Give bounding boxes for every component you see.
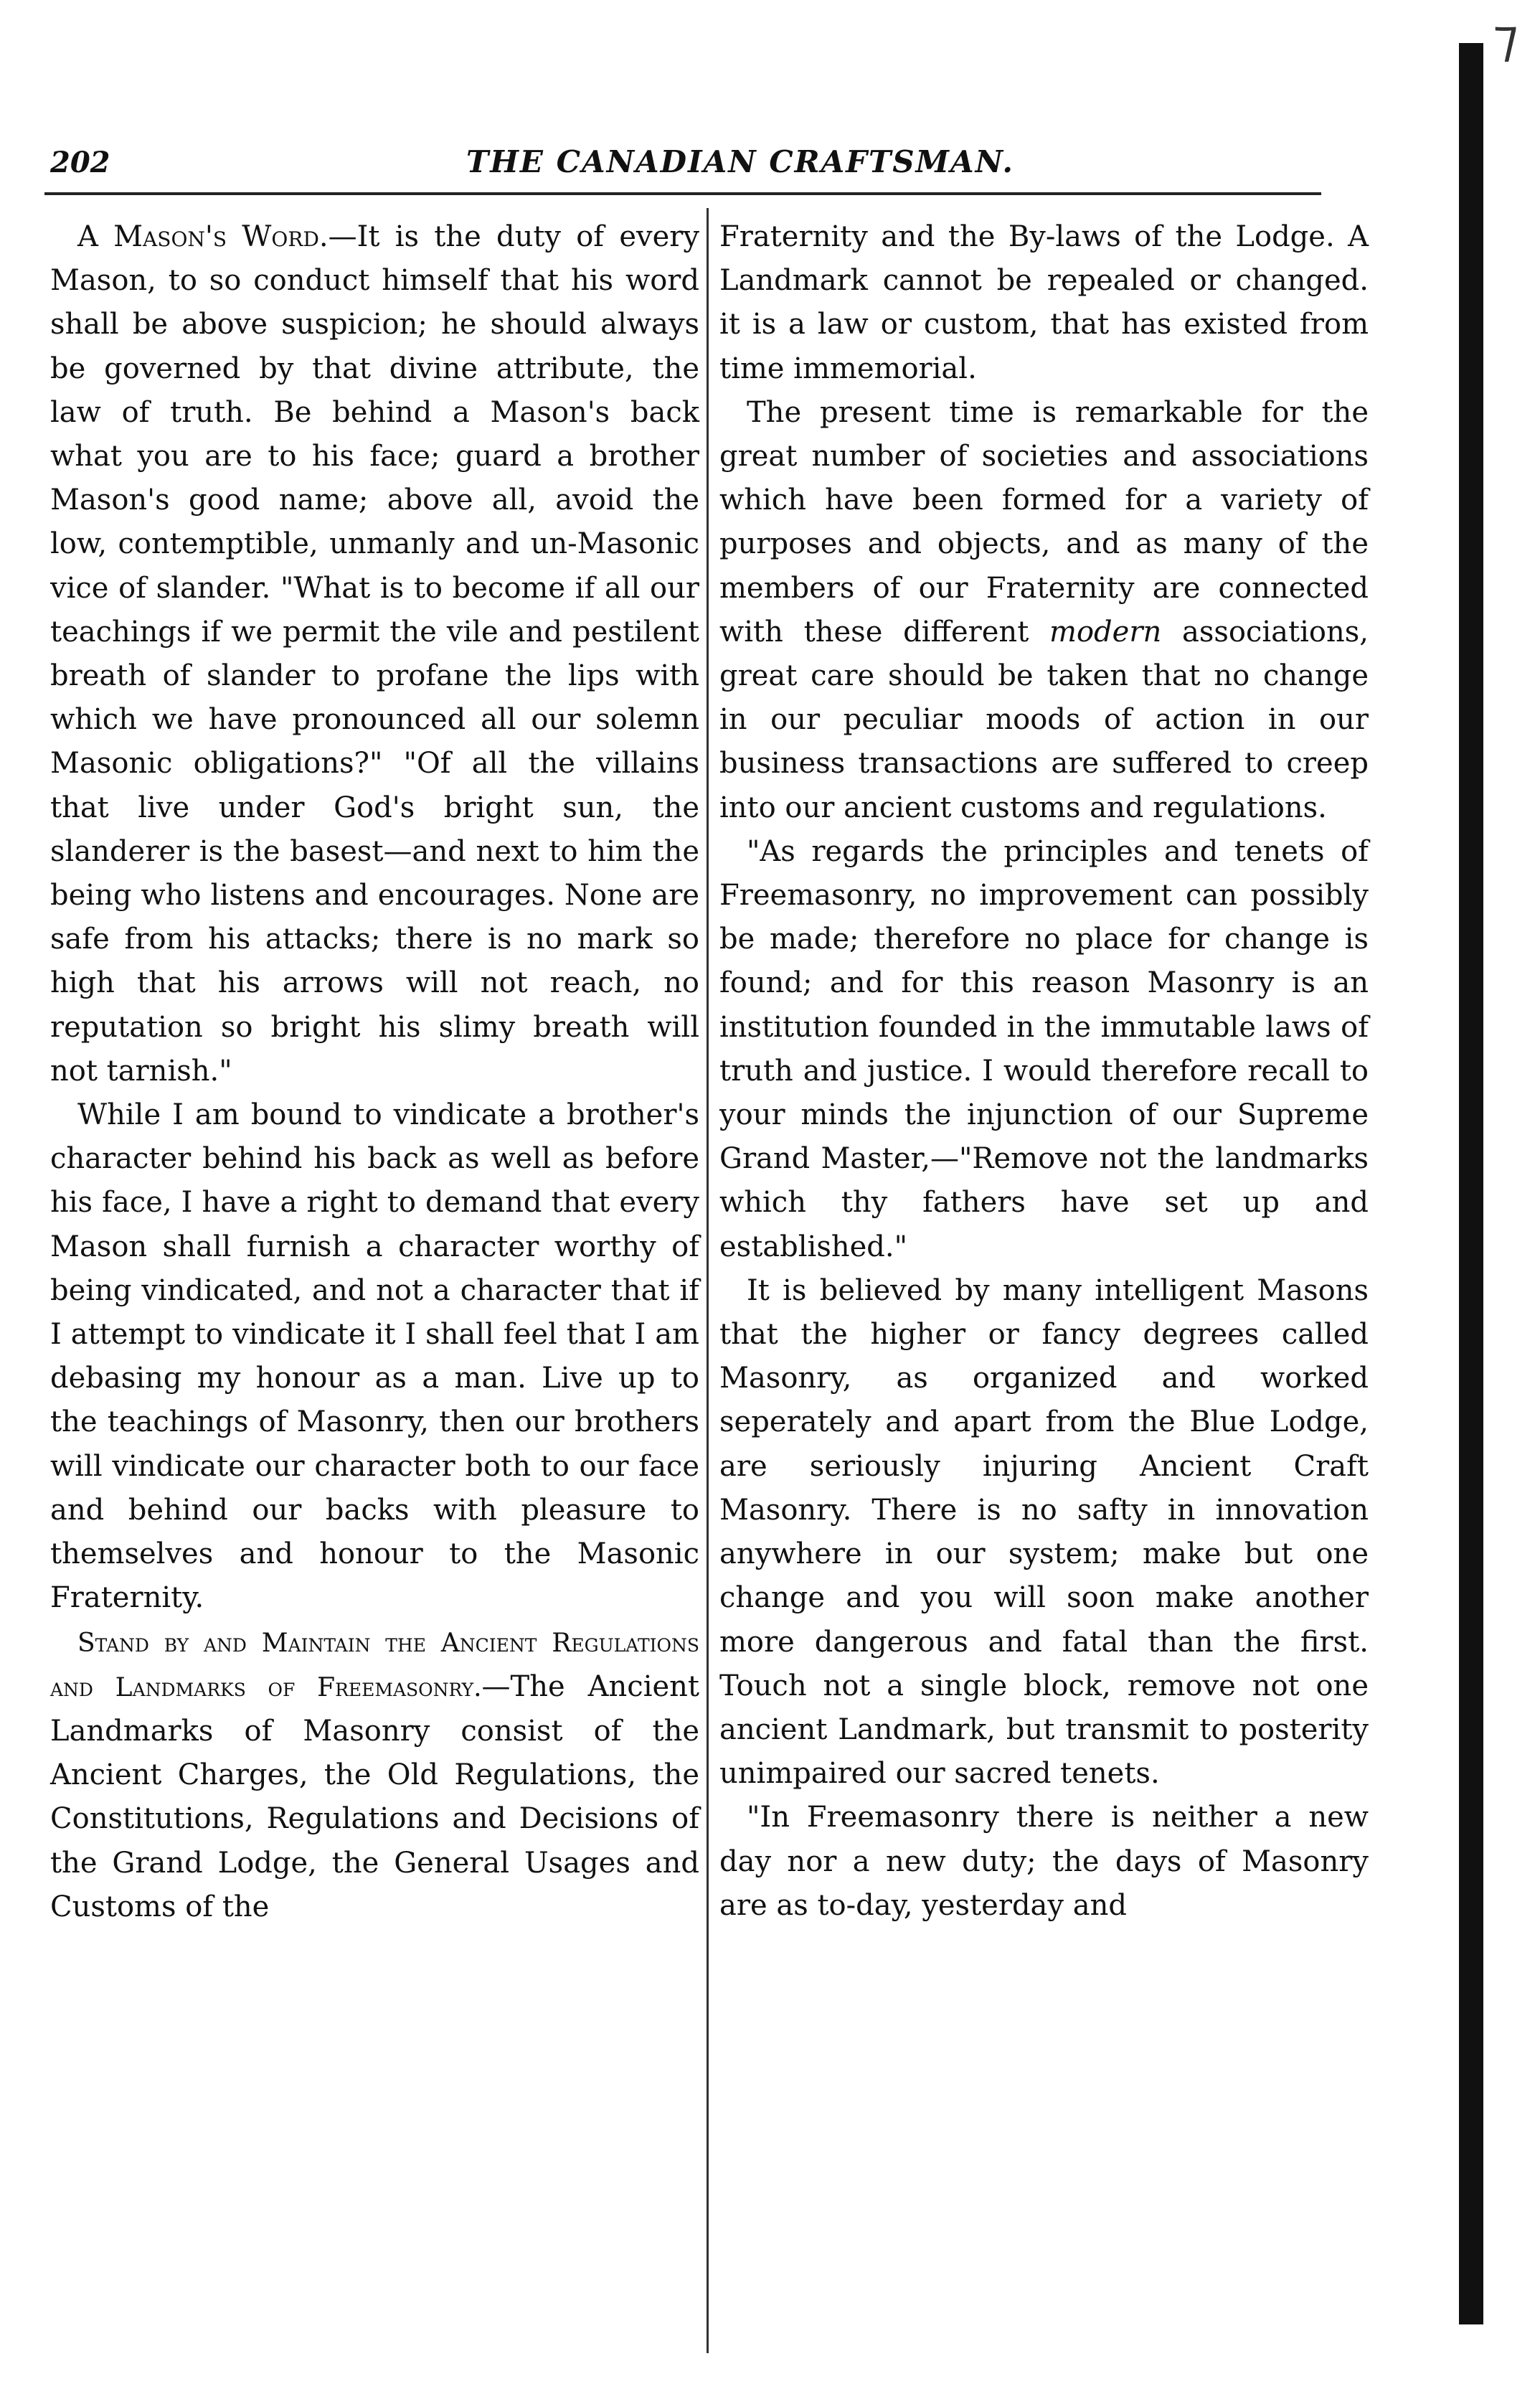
paragraph: Fraternity and the By-laws of the Lodge. A Landmark cannot be repealed or changed. it is a law or custom, that has existed from time immemorial. bbox=[719, 220, 1369, 385]
binding-edge bbox=[1459, 43, 1483, 2324]
page-header bbox=[50, 129, 1327, 179]
header-rule bbox=[44, 192, 1321, 195]
article-landmarks bbox=[50, 1621, 699, 1929]
left-column bbox=[50, 215, 699, 1929]
article-mason-word bbox=[50, 215, 699, 1093]
column-divider bbox=[707, 208, 709, 2353]
article-body: —The Ancient Landmarks of Masonry consist of the Ancient Charges, the Old Regulations, the Constitutions, Regulations and Decisions of the Grand Lodge, the General Usages and Customs of the bbox=[50, 1669, 699, 1923]
article-heading: A Mason's Word. bbox=[77, 220, 329, 253]
page-number: 202 bbox=[50, 146, 110, 179]
paragraph: While I am bound to vindicate a brother's character behind his back as well as before his face, I have a right to demand that every Mason shall furnish a character worthy of being vindicated, and not a character that if I attempt to vindicate it I shall feel that I am debasing my honour as a man. Live up to the teachings of Masonry, then our brothers will vindicate our character both to our face and behind our backs with pleasure to themselves and honour to the Masonic Fraternity. bbox=[50, 1098, 699, 1615]
text-run: The present time is remarkable for the great number of societies and associations which have been formed for a variety of purposes and objects, and as many of the members of our Fraternity are connected with these different bbox=[719, 395, 1369, 649]
italic-run: modern bbox=[1049, 615, 1162, 649]
article-body: —It is the duty of every Mason, to so conduct himself that his word shall be above suspicion; he should always be governed by that divine attribute, the law of truth. Be behind a Mason's back what you are to his face; guard a brother Mason's good name; above all, avoid the low, contemptible, unmanly and un-Masonic vice of slander. "What is to become if all our teachings if we permit the vile and pestilent breath of slander to profane the lips with which we have pronounced all our solemn Masonic obligations?" "Of all the villains that live under God's bright sun, the slanderer is the basest—and next to him the being who listens and encourages. None are safe from his attacks; there is no mark so high that his arrows will not reach, no reputation so bright his slimy breath will not tarnish." bbox=[50, 220, 699, 1088]
right-column bbox=[719, 215, 1369, 1928]
paragraph: It is believed by many intelligent Masons that the higher or fancy degrees called Masonry, as organized and worked seperately and apart from the Blue Lodge, are seriously injuring Ancient Craft Masonry. There is no safty in innovation anywhere in our system; make but one change and you will soon make another more dangerous and fatal than the first. Touch not a single block, remove not one ancient Landmark, but transmit to posterity unimpaired our sacred tenets. bbox=[719, 1273, 1369, 1791]
running-title: THE CANADIAN CRAFTSMAN. bbox=[466, 144, 1014, 179]
text-run: associations, great care should be taken that no change in our peculiar moods of action in our business transactions are suffered to creep into our ancient customs and regulations. bbox=[719, 615, 1369, 824]
paragraph: "In Freemasonry there is neither a new day nor a new duty; the days of Masonry are as to-day, yesterday and bbox=[719, 1801, 1369, 1922]
paragraph: "As regards the principles and tenets of Freemasonry, no improvement can possibly be made; therefore no place for change is found; and for this reason Masonry is an institution founded in the immutable laws of truth and justice. I would therefore recall to your minds the injunction of our Supreme Grand Master,—"Remove not the landmarks which thy fathers have set up and established." bbox=[719, 834, 1369, 1263]
corner-mark: ⁊ bbox=[1493, 7, 1518, 67]
article-heading: Stand by and Maintain the Ancient Regulations and Landmarks of Freemasonry. bbox=[50, 1628, 699, 1702]
paragraph bbox=[719, 391, 1369, 830]
